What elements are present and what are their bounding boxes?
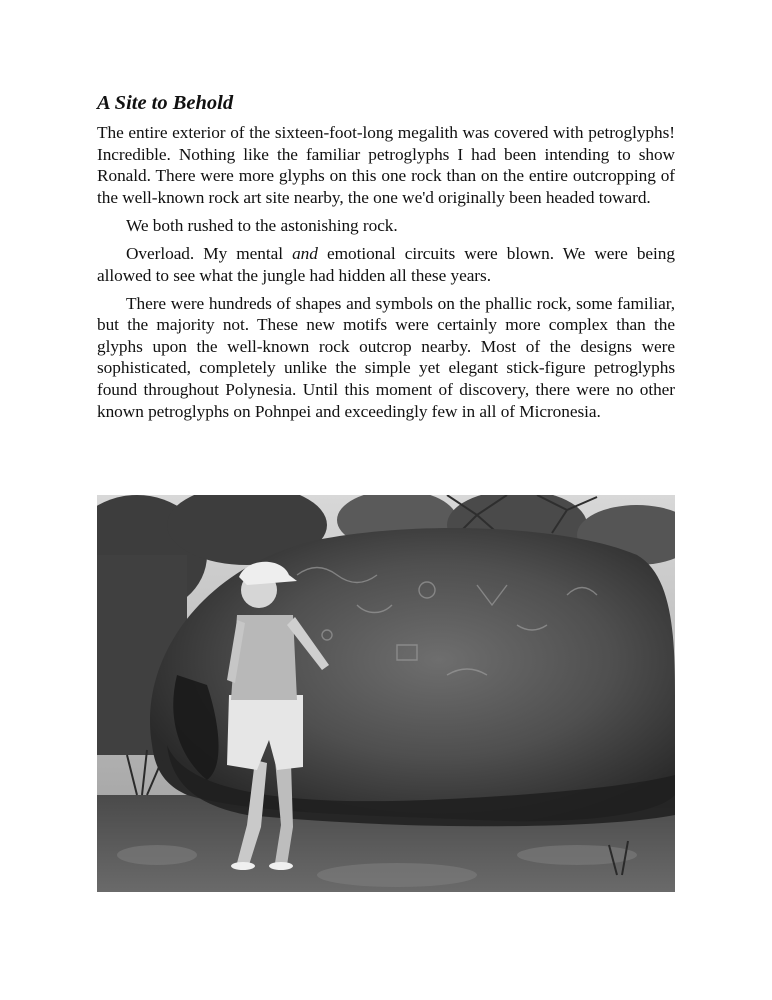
paragraph-2: We both rushed to the astonishing rock. [126, 215, 398, 235]
megalith-photo-image [97, 495, 675, 892]
paragraph-1: The entire exterior of the sixteen-foot-long megalith was covered with petroglyphs! Incredible. Nothing like the familiar petroglyphs I had been intending to show Ronald. There were more glyphs on this one rock than on the entire outcropping of the well-known rock art site nearby, the one we'd originally been headed toward. [97, 123, 675, 207]
section-title: A Site to Behold [97, 92, 234, 114]
paragraph-3-end: emotional circuits were blown. We were being allowed to see what the jungle had hidden all these years. [97, 243, 675, 285]
megalith-photo [97, 495, 675, 892]
paragraph-3-start: Overload. My mental [126, 243, 293, 263]
paragraph-3 [97, 243, 675, 286]
paragraph-3-emphasis: and [292, 243, 318, 263]
page-content [97, 90, 675, 429]
paragraph-4: There were hundreds of shapes and symbols on the phallic rock, some familiar, but the majority not. These new motifs were certainly more complex than the glyphs upon the well-known rock outcrop nearby. Most of the designs were sophisticated, completely unlike the simple yet elegant stick-figure petroglyphs found throughout Polynesia. Until this moment of discovery, there were no other known petroglyphs on Pohnpei and exceedingly few in all of Micronesia. [97, 293, 675, 421]
